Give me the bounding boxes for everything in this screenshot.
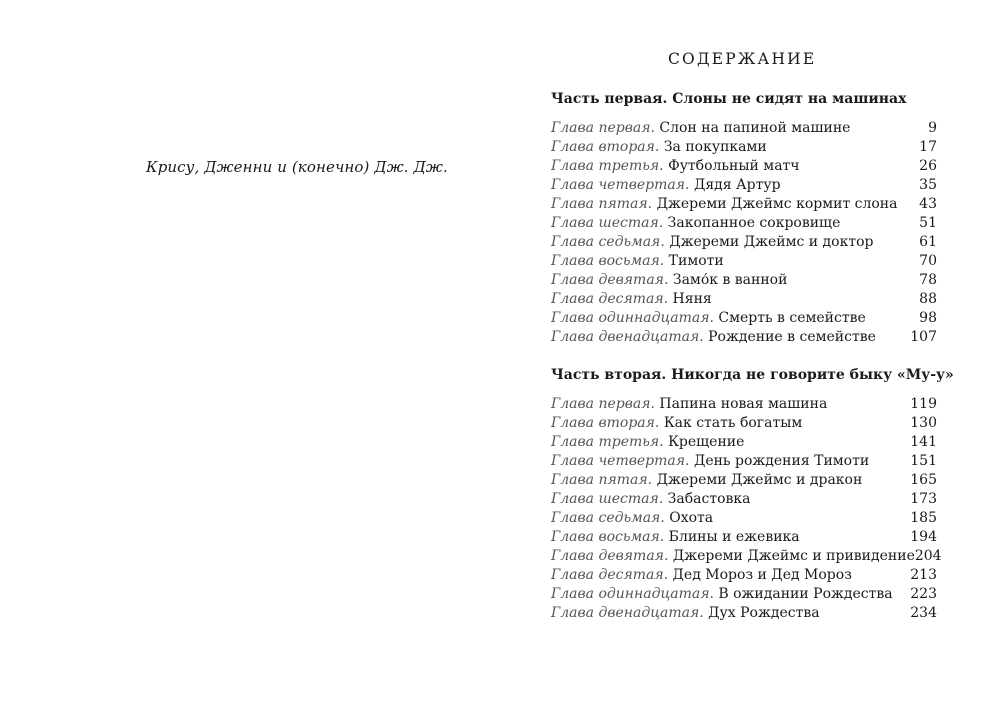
page-number: 78 <box>919 272 937 288</box>
page-number: 130 <box>910 415 937 431</box>
chapter-title: Дед Мороз и Дед Мороз <box>672 567 852 583</box>
toc-entry <box>551 547 942 566</box>
chapter-number: Глава двенадцатая. <box>551 605 704 621</box>
chapter-number: Глава десятая. <box>551 291 669 307</box>
chapter-title: Замо́к в ванной <box>672 272 788 288</box>
page-number: 194 <box>910 529 937 545</box>
toc-entry-label <box>551 509 713 528</box>
page-number: 35 <box>919 177 937 193</box>
chapter-title: Блины и ежевика <box>668 529 800 545</box>
toc-entry <box>551 566 937 585</box>
page-number: 234 <box>910 605 937 621</box>
chapter-number: Глава третья. <box>551 434 664 450</box>
page-number: 165 <box>910 472 937 488</box>
toc-entry-label <box>551 290 712 309</box>
page-number: 185 <box>910 510 937 526</box>
part-one-title: Часть первая. Слоны не сидят на машинах <box>551 91 907 107</box>
toc-entry-label <box>551 414 802 433</box>
page-number: 88 <box>919 291 937 307</box>
chapter-title: Закопанное сокровище <box>667 215 841 231</box>
chapter-number: Глава десятая. <box>551 567 669 583</box>
toc-entry-label <box>551 604 820 623</box>
toc-entry-label <box>551 395 827 414</box>
chapter-title: В ожидании Рождества <box>718 586 893 602</box>
toc-entry <box>551 528 937 547</box>
chapter-number: Глава седьмая. <box>551 234 665 250</box>
toc-entry-label <box>551 433 744 452</box>
toc-entry <box>551 585 937 604</box>
chapter-number: Глава шестая. <box>551 215 664 231</box>
chapter-title: Смерть в семействе <box>718 310 866 326</box>
page-number: 223 <box>910 586 937 602</box>
toc-entry-label <box>551 138 767 157</box>
chapter-number: Глава первая. <box>551 120 655 136</box>
chapter-title: Няня <box>672 291 712 307</box>
toc-entry-label <box>551 195 897 214</box>
chapter-number: Глава седьмая. <box>551 510 665 526</box>
chapter-title: Дух Рождества <box>708 605 820 621</box>
part-one-chapter-list <box>551 119 937 347</box>
chapter-title: Слон на папиной машине <box>659 120 851 136</box>
chapter-number: Глава восьмая. <box>551 529 665 545</box>
toc-entry-label <box>551 157 800 176</box>
chapter-title: Папина новая машина <box>659 396 828 412</box>
page-number: 119 <box>910 396 937 412</box>
toc-entry <box>551 271 937 290</box>
page-number: 98 <box>919 310 937 326</box>
chapter-title: Дядя Артур <box>693 177 781 193</box>
chapter-number: Глава пятая. <box>551 472 653 488</box>
chapter-title: За покупками <box>663 139 767 155</box>
page-number: 9 <box>928 120 937 136</box>
toc-entry-label <box>551 252 724 271</box>
chapter-title: День рождения Тимоти <box>693 453 870 469</box>
chapter-number: Глава четвертая. <box>551 453 690 469</box>
chapter-title: Джереми Джеймс и доктор <box>669 234 874 250</box>
toc-entry <box>551 452 937 471</box>
toc-title: СОДЕРЖАНИЕ <box>668 50 817 68</box>
chapter-title: Джереми Джеймс и привидение <box>672 548 915 564</box>
chapter-title: Охота <box>669 510 714 526</box>
chapter-title: Забастовка <box>667 491 751 507</box>
page-number: 107 <box>910 329 937 345</box>
chapter-title: Футбольный матч <box>668 158 800 174</box>
chapter-number: Глава третья. <box>551 158 664 174</box>
toc-entry-label <box>551 452 869 471</box>
chapter-number: Глава одиннадцатая. <box>551 586 714 602</box>
toc-entry <box>551 138 937 157</box>
page-number: 173 <box>910 491 937 507</box>
toc-entry <box>551 490 937 509</box>
chapter-title: Джереми Джеймс и дракон <box>656 472 863 488</box>
toc-entry-label <box>551 547 915 566</box>
toc-entry-label <box>551 309 866 328</box>
part-two-chapter-list <box>551 395 942 623</box>
toc-entry <box>551 233 937 252</box>
chapter-title: Крещение <box>668 434 745 450</box>
toc-entry-label <box>551 233 873 252</box>
chapter-number: Глава двенадцатая. <box>551 329 704 345</box>
toc-entry <box>551 509 937 528</box>
page-number: 43 <box>919 196 937 212</box>
toc-entry-label <box>551 585 893 604</box>
chapter-number: Глава четвертая. <box>551 177 690 193</box>
toc-entry-label <box>551 176 781 195</box>
toc-entry <box>551 414 937 433</box>
toc-entry-label <box>551 214 840 233</box>
toc-entry <box>551 157 937 176</box>
chapter-title: Рождение в семействе <box>708 329 876 345</box>
chapter-number: Глава шестая. <box>551 491 664 507</box>
page-number: 70 <box>919 253 937 269</box>
toc-entry <box>551 328 937 347</box>
page-number: 61 <box>919 234 937 250</box>
toc-entry <box>551 195 937 214</box>
toc-entry-label <box>551 119 850 138</box>
chapter-number: Глава вторая. <box>551 415 660 431</box>
chapter-title: Тимоти <box>668 253 724 269</box>
toc-entry <box>551 604 937 623</box>
chapter-number: Глава восьмая. <box>551 253 665 269</box>
page-number: 26 <box>919 158 937 174</box>
page-number: 51 <box>919 215 937 231</box>
chapter-number: Глава первая. <box>551 396 655 412</box>
toc-entry <box>551 309 937 328</box>
toc-entry-label <box>551 566 852 585</box>
chapter-number: Глава девятая. <box>551 272 669 288</box>
toc-entry <box>551 290 937 309</box>
chapter-title: Как стать богатым <box>663 415 803 431</box>
toc-entry <box>551 433 937 452</box>
toc-entry <box>551 471 937 490</box>
chapter-number: Глава вторая. <box>551 139 660 155</box>
page-number: 204 <box>914 548 942 564</box>
chapter-number: Глава девятая. <box>551 548 669 564</box>
toc-entry-label <box>551 471 862 490</box>
toc-entry <box>551 252 937 271</box>
toc-entry <box>551 119 937 138</box>
toc-entry <box>551 176 937 195</box>
chapter-number: Глава одиннадцатая. <box>551 310 714 326</box>
toc-entry-label <box>551 271 787 290</box>
chapter-title: Джереми Джеймс кормит слона <box>656 196 898 212</box>
page-number: 17 <box>919 139 937 155</box>
toc-entry-label <box>551 328 876 347</box>
toc-entry-label <box>551 528 800 547</box>
page-number: 213 <box>910 567 937 583</box>
toc-entry <box>551 395 937 414</box>
part-two-title: Часть вторая. Никогда не говорите быку «Му-у» <box>551 367 954 383</box>
chapter-number: Глава пятая. <box>551 196 653 212</box>
page-number: 141 <box>910 434 937 450</box>
toc-entry-label <box>551 490 751 509</box>
toc-entry <box>551 214 937 233</box>
dedication: Крису, Дженни и (конечно) Дж. Дж. <box>146 158 448 176</box>
page-number: 151 <box>910 453 937 469</box>
